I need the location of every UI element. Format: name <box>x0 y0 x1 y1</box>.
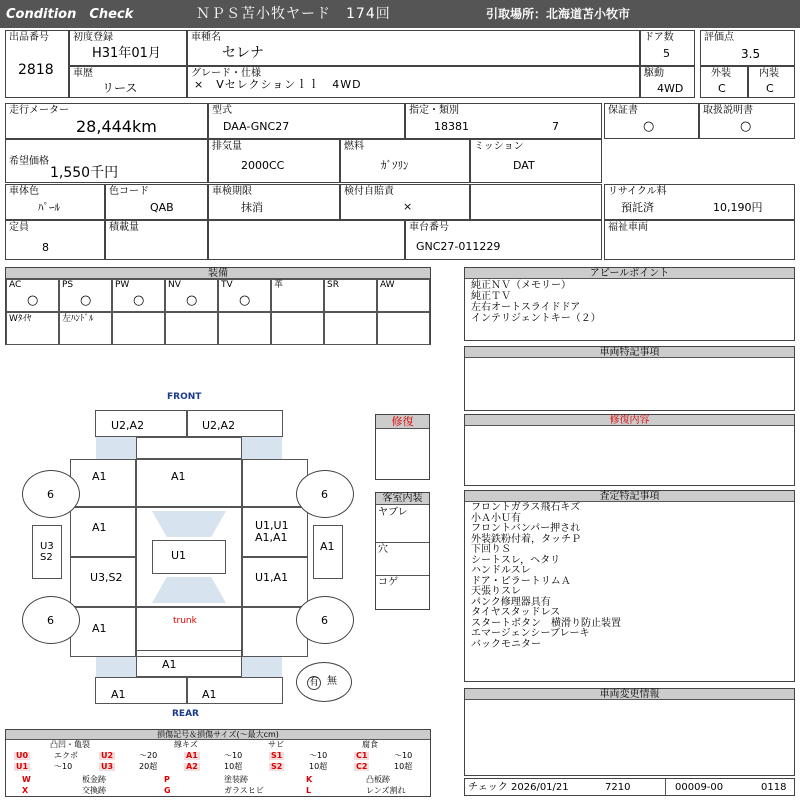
mark-bumper-left: A1 <box>111 688 126 701</box>
car-name: セレナ <box>222 45 264 61</box>
equip-extra <box>59 312 112 345</box>
tire-rear-right: 6 <box>296 596 354 644</box>
check-code: 7210 <box>605 782 631 793</box>
repair-box <box>375 414 430 480</box>
equip-value: ○ <box>80 293 92 308</box>
mark-bumper-right: A1 <box>202 688 217 701</box>
legend-desc: 〜20 <box>139 751 158 760</box>
equip-key: AC <box>9 280 22 290</box>
equip-extra <box>377 312 430 345</box>
legend-code: P <box>164 775 170 784</box>
legend-code: A1 <box>186 751 198 760</box>
note-line: 左右オートスライドドア <box>471 302 581 313</box>
legend-code: U3 <box>101 762 114 771</box>
mark-door-fl: A1 <box>92 521 107 534</box>
inspection-box: 車検期限 抹消 <box>208 184 340 220</box>
check-label: チェック <box>468 782 508 793</box>
equipment-title: 装備 <box>6 268 430 279</box>
special-title: 車両特記事項 <box>465 347 794 358</box>
equip-value: ○ <box>239 293 251 308</box>
equip-sr <box>324 279 377 312</box>
equipment-panel <box>5 267 431 345</box>
cc-box: 排気量 2000CC <box>208 139 340 183</box>
mark-quarter-left: A1 <box>92 622 107 635</box>
recycle-status: 預託済 <box>621 201 654 214</box>
interior-panel <box>375 492 430 610</box>
mark-front-left: U2,A2 <box>111 419 145 432</box>
first-registration: H31年01月 <box>92 46 161 61</box>
interior-tear: ヤブレ <box>378 507 408 518</box>
legend-code: C1 <box>356 751 368 760</box>
equip-extra-label: Wﾀｲﾔ <box>9 314 32 324</box>
note-line: タイヤスタッドレス <box>471 607 561 618</box>
legend-desc: レンズ割れ <box>366 786 406 795</box>
panel-center-roof <box>152 540 226 574</box>
note-line: ハンドルスレ <box>471 565 531 576</box>
warranty-box: 保証書 ○ <box>604 103 699 139</box>
equip-extra <box>6 312 59 345</box>
mark-fender-left: A1 <box>92 470 107 483</box>
legend-code: S1 <box>271 751 283 760</box>
tire-front-left: 6 <box>22 470 80 518</box>
note-line: バックモニター <box>471 638 541 650</box>
equip-key: AW <box>380 280 395 290</box>
legend-desc: 凸板跡 <box>366 775 390 784</box>
equip-extra <box>112 312 165 345</box>
panel-bumper-left <box>95 677 187 704</box>
chassis-number: GNC27-011229 <box>416 240 501 253</box>
header-bar <box>0 0 800 28</box>
recycle-box: リサイクル料 預託済 10,190円 <box>604 184 795 220</box>
equip-key: PS <box>62 280 74 290</box>
equip-key: 革 <box>274 280 284 290</box>
footer-number-2: 0118 <box>761 782 787 793</box>
legend-desc: 〜10 <box>54 762 73 771</box>
auction-title: ＮＰＳ苫小牧ヤード 174回 <box>196 6 391 22</box>
exterior-grade: C <box>718 82 726 95</box>
warranty: ○ <box>643 119 655 134</box>
mark-door-rl: U3,S2 <box>90 571 123 584</box>
history-box: 車歴 リース <box>69 66 187 98</box>
panel-rear-center <box>136 650 242 677</box>
note-line: スタートボタン 横滑り防止装置 <box>471 617 621 629</box>
appeal-title: アピールポイント <box>465 268 794 279</box>
legend-desc: エクボ <box>54 751 78 760</box>
liability: × <box>403 200 413 213</box>
equip-tv <box>218 279 271 312</box>
mileage-box: 走行メーター 28,444km <box>5 103 208 139</box>
note-line: 小Ａ小Ｕ有 <box>471 512 521 524</box>
note-line: シートスレ，ヘタリ <box>471 554 561 566</box>
equip-pw <box>112 279 165 312</box>
price: 1,550千円 <box>50 165 119 181</box>
repair-label: 修復 <box>376 415 429 429</box>
note-line: 天張りスレ <box>471 586 521 597</box>
manual: ○ <box>740 119 752 134</box>
panel-fender-left <box>70 459 136 507</box>
legend-desc: 〜10 <box>309 751 328 760</box>
legend-desc: 交換跡 <box>82 786 106 795</box>
legend-code: G <box>164 786 171 795</box>
history: リース <box>102 81 138 95</box>
load-box: 積載量 <box>105 220 208 260</box>
legend-desc: 塗装跡 <box>224 775 248 784</box>
panel-hood <box>136 459 242 507</box>
note-line: パンク修理器具有 <box>471 596 551 608</box>
legend-desc: ガラスヒビ <box>224 786 264 795</box>
blank-box <box>470 184 602 220</box>
note-line: 外装鉄粉付着，タッチＰ <box>471 533 581 545</box>
equip-extra-label: 左ﾊﾝﾄﾞﾙ <box>62 314 94 324</box>
equip-nv <box>165 279 218 312</box>
seat-box: 定員 8 <box>5 220 105 260</box>
grade-box: グレード・仕様 × Vセレクションｌｌ 4WD <box>187 66 640 98</box>
legend-desc: 10超 <box>224 762 243 771</box>
liability-box: 検付自賠責 × <box>340 184 470 220</box>
legend-group: 凸凹・亀裂 <box>50 740 90 749</box>
repair-title: 修復内容 <box>465 415 794 426</box>
name-box: 車種名 セレナ <box>187 30 640 66</box>
interior-box: 内装 C <box>748 66 795 98</box>
inspection-list <box>471 503 621 650</box>
type-box: 指定・類別 18381 7 <box>405 103 602 139</box>
glass-rear-right <box>242 657 282 677</box>
drive: 4WD <box>657 82 684 95</box>
interior-hole: 穴 <box>378 544 388 555</box>
type-spec: 18381 <box>434 120 469 133</box>
car-diagram <box>0 390 375 720</box>
appeal-list <box>471 280 601 324</box>
lot-number: 2818 <box>18 62 54 78</box>
rear-label: REAR <box>172 709 199 719</box>
note-line: エマージェンシーブレーキ <box>471 628 590 639</box>
legend-group: 腐食 <box>362 740 378 749</box>
score: 3.5 <box>741 47 761 61</box>
glass-front-right <box>242 437 282 459</box>
tire-rear-left: 6 <box>22 596 80 644</box>
mark-side-left: U3 S2 <box>40 541 54 563</box>
displacement: 2000CC <box>241 159 285 172</box>
note-line: 純正ＴＶ <box>471 291 511 302</box>
mileage: 28,444km <box>76 117 157 136</box>
equip-value: ○ <box>133 293 145 308</box>
legend-desc: 10超 <box>394 762 413 771</box>
equip-key: TV <box>221 280 233 290</box>
legend-code: U1 <box>16 762 29 771</box>
fuel: ｶﾞｿﾘﾝ <box>381 159 409 172</box>
equip-value: ○ <box>27 293 39 308</box>
front-label: FRONT <box>167 392 202 402</box>
note-line: 下回りＳ <box>471 544 511 555</box>
mark-door-fr: U1,U1 A1,A1 <box>255 519 289 545</box>
brand: Condition Check <box>6 7 134 22</box>
manual-box: 取扱説明書 ○ <box>699 103 795 139</box>
mark-rear-center: A1 <box>162 658 177 671</box>
mark-side-right: A1 <box>320 540 335 553</box>
mark-door-rr: U1,A1 <box>255 571 289 584</box>
trunk-label: trunk <box>173 616 197 626</box>
equip-extra <box>165 312 218 345</box>
color-code: QAB <box>150 201 174 214</box>
mission: DAT <box>513 159 535 172</box>
legend-code: S2 <box>271 762 283 771</box>
drive-box: 駆動 4WD <box>640 66 695 98</box>
mark-hood: A1 <box>171 470 186 483</box>
equip-aw <box>377 279 430 312</box>
welfare-box: 福祉車両 <box>604 220 795 260</box>
seats: 8 <box>42 241 49 254</box>
note-line: ドア・ピラートリムＡ <box>471 575 571 587</box>
color-box: 車体色 ﾊﾟｰﾙ <box>5 184 105 220</box>
appeal-panel <box>464 267 795 341</box>
legend-code: W <box>22 775 31 784</box>
legend-desc: 板金跡 <box>82 775 106 784</box>
equip-extra <box>324 312 377 345</box>
change-title: 車両変更情報 <box>465 689 794 700</box>
score-box: 評価点 3.5 <box>700 30 795 66</box>
model-code: DAA-GNC27 <box>223 120 290 133</box>
check-date: 2026/01/21 <box>511 782 569 793</box>
equip-key: SR <box>327 280 339 290</box>
equip-key: NV <box>168 280 181 290</box>
note-line: フロントガラス飛石キズ <box>471 502 581 513</box>
recycle-fee: 10,190円 <box>713 201 763 214</box>
note-line: フロントバンパー押され <box>471 523 581 534</box>
legend-code: X <box>22 786 29 795</box>
footer-bar <box>464 778 795 796</box>
legend-desc: 〜10 <box>394 751 413 760</box>
body-color: ﾊﾟｰﾙ <box>38 201 60 214</box>
legend-desc: 20超 <box>139 762 158 771</box>
note-line: 純正ＮＶ（メモリー） <box>471 280 571 291</box>
equip-extra <box>271 312 324 345</box>
reg-box: 初度登録 H31年01月 <box>69 30 187 66</box>
legend-code: U2 <box>101 751 114 760</box>
equip-value: ○ <box>186 293 198 308</box>
legend-desc: 〜10 <box>224 751 243 760</box>
mark-front-right: U2,A2 <box>202 419 236 432</box>
inspection-title: 査定特記事項 <box>465 491 794 502</box>
legend-code: A2 <box>186 762 198 771</box>
pickup-location: 引取場所：北海道苫小牧市 <box>486 7 631 21</box>
spare-tire: 有 無 <box>296 662 352 702</box>
equip-革 <box>271 279 324 312</box>
tire-front-right: 6 <box>296 470 354 518</box>
legend-title: 損傷記号＆損傷サイズ(〜最大cm) <box>6 730 430 740</box>
equip-ps <box>59 279 112 312</box>
lot-box: 出品番号 2818 <box>5 30 69 98</box>
equip-ac <box>6 279 59 312</box>
footer-number: 00009-00 <box>675 782 724 793</box>
legend-code: C2 <box>356 762 368 771</box>
special-panel <box>464 346 795 411</box>
door-box: ドア数 5 <box>640 30 695 66</box>
door-count: 5 <box>663 47 670 60</box>
blank-box-2 <box>208 220 405 260</box>
panel-front-center <box>136 437 242 459</box>
legend-code: L <box>306 786 312 795</box>
glass-front-left <box>96 437 136 459</box>
chassis-box: 車台番号 GNC27-011229 <box>405 220 602 260</box>
interior-title: 客室内装 <box>376 493 429 505</box>
price-box: 希望価格 1,550千円 <box>5 139 208 183</box>
legend-group: サビ <box>268 740 284 749</box>
repair-panel <box>464 414 795 486</box>
equip-key: PW <box>115 280 130 290</box>
model-box: 型式 DAA-GNC27 <box>208 103 405 139</box>
exterior-box: 外装 C <box>700 66 748 98</box>
change-panel <box>464 688 795 776</box>
fuel-box: 燃料 ｶﾞｿﾘﾝ <box>340 139 470 183</box>
mark-roof: U1 <box>171 549 187 562</box>
inspection-expiry: 抹消 <box>241 201 263 214</box>
inspection-panel <box>464 490 795 682</box>
mission-box: ミッション DAT <box>470 139 602 183</box>
legend-group: 線キズ <box>174 740 198 749</box>
grade: × Vセレクションｌｌ 4WD <box>194 78 362 91</box>
color-code-box: 色コード QAB <box>105 184 208 220</box>
interior-grade: C <box>766 82 774 95</box>
legend-code: U0 <box>16 751 29 760</box>
legend-desc: 10超 <box>309 762 328 771</box>
legend-code: K <box>306 775 313 784</box>
glass-rear-left <box>96 657 136 677</box>
note-line: インテリジェントキー（２） <box>471 313 601 324</box>
legend-panel <box>5 729 431 797</box>
interior-burn: コゲ <box>378 577 398 588</box>
equip-extra <box>218 312 271 345</box>
type-class: 7 <box>552 120 559 133</box>
